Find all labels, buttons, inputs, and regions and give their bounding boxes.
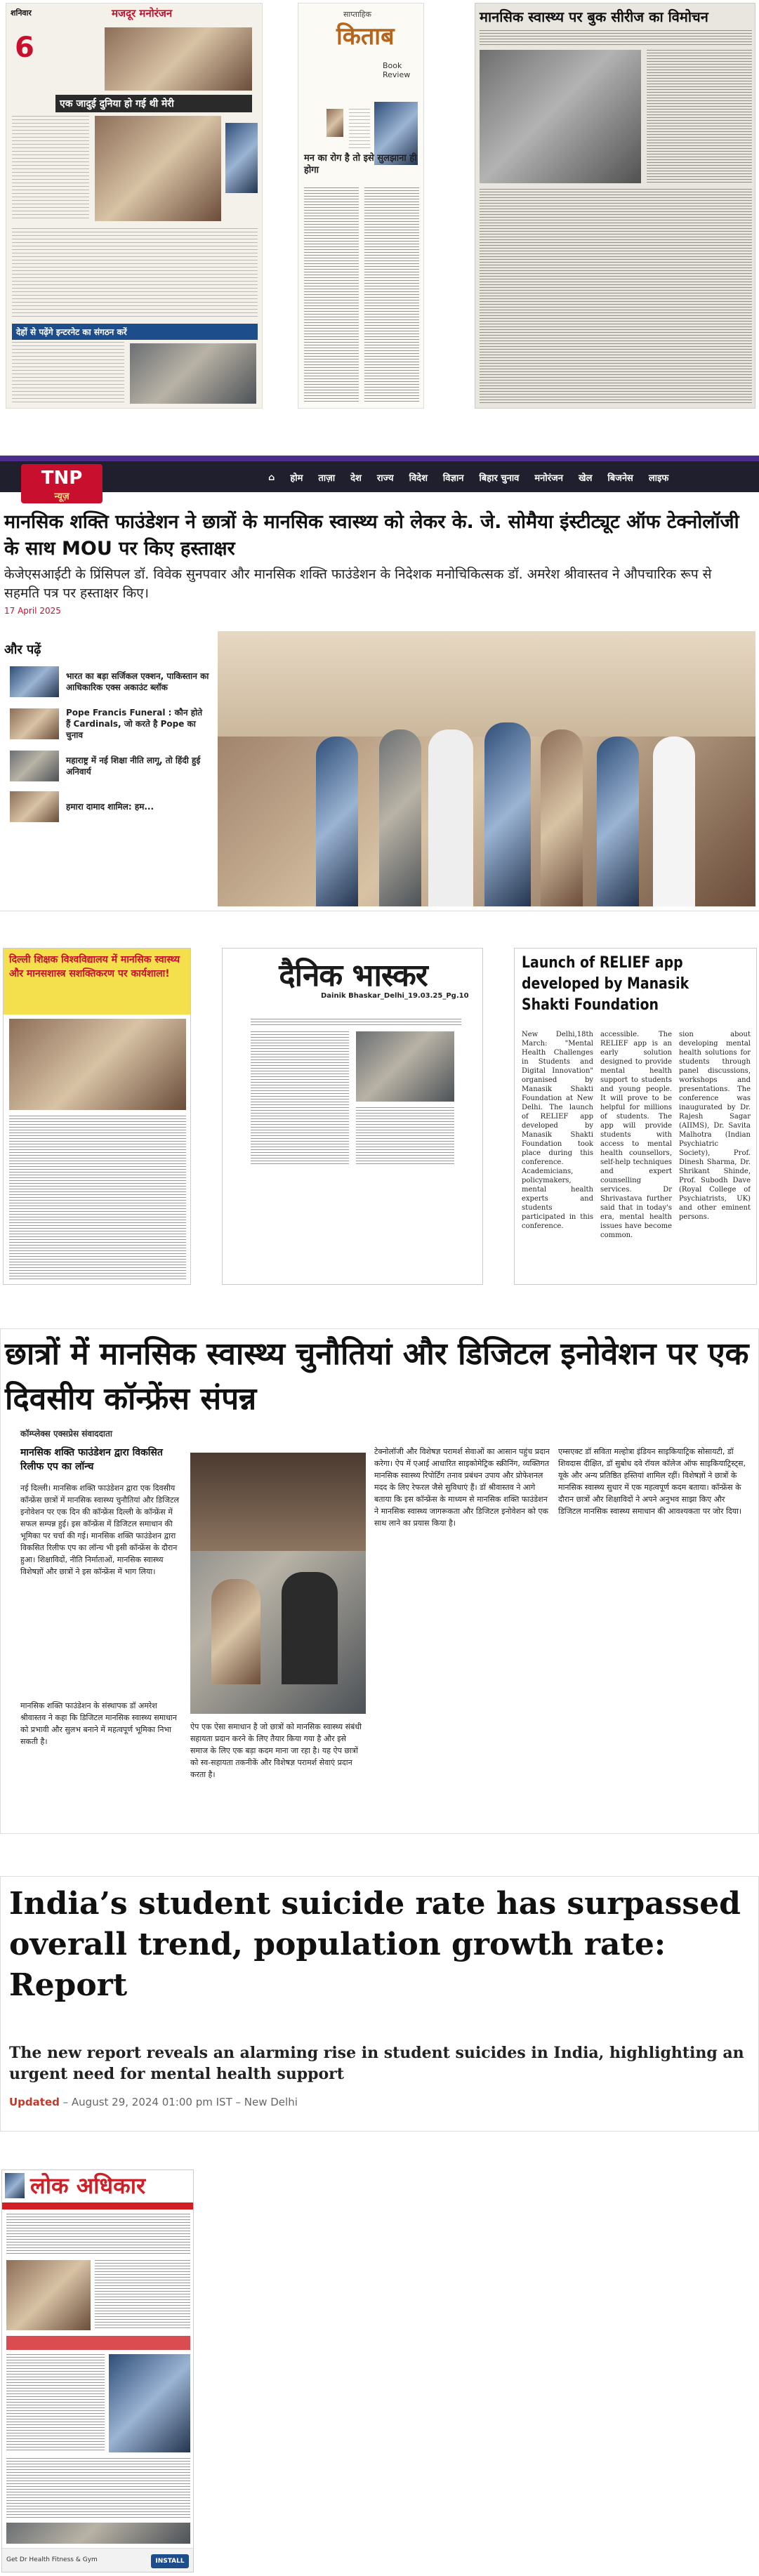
tnp-also-read-heading: और पढ़ें [4,642,41,657]
clip9-masthead: लोक अधिकार [30,2172,146,2199]
clip1-photo-side [225,123,258,193]
tnp-article-photo [218,631,755,906]
clip9-photo-strip [6,2523,190,2544]
tnp-logo-subtext: न्यूज़ [54,491,70,502]
clip4-text-body [9,1116,186,1281]
clip8-subheadline: The new report reveals an alarming rise in student suicides in India, highlighting an urgent need for mental health support [9,2044,744,2083]
clip9-text-body [6,2354,105,2452]
clip1-photo-top [105,27,252,91]
tnp-top-strip [0,456,759,461]
tnp-subheadline: केजेएसआईटी के प्रिंसिपल डॉ. विवेक सुनपवार और मानसिक शक्ति फाउंडेशन के निदेशक मनोचिकित्सक डॉ. अमरेश श्रीवास्तव ने औपचारिक रूप से सहमति पत्र पर हस्ताक्षर किए। [4,567,712,601]
clip1-photo-bottom [130,343,256,404]
related-title: भारत का बड़ा सर्जिकल एक्शन, पाकिस्तान का आधिकारिक एक्स अकाउंट ब्लॉक [66,671,209,692]
clip9-text-bottom [6,2458,190,2518]
nav-item-business[interactable]: बिजनेस [607,473,633,484]
clip7-text-column-1b: मानसिक शक्ति फाउंडेशन के संस्थापक डॉ अमरेश श्रीवास्तव ने कहा कि डिजिटल मानसिक स्वास्थ्य समाधान को प्रभावी और सुलभ बनाने में महत्वपूर्ण भूमिका निभा सकती है। [20,1701,177,1746]
clip1-masthead: मजदूर मनोरंजन [112,7,173,20]
nav-item-home[interactable]: होम [290,473,303,484]
newspaper-clipping-2 [298,3,424,409]
nav-item-state[interactable]: राज्य [376,473,394,484]
tnp-logo[interactable] [21,464,103,503]
clip5-text-column-1 [251,1031,349,1165]
clip7-headline: छात्रों में मानसिक स्वास्थ्य चुनौतियां और डिजिटल इनोवेशन पर एक दिवसीय कॉन्फ्रेंस संपन्न [5,1336,749,1417]
clip6-text-column-2: accessible. The RELIEF app is an early solution designed to provide mental health support to students and young people. It will prove to be helpful for millions of students. The app will provide students with access to mental health counsellors, self-help techniques and expert counselling services. Dr Shrivastava further said that in today's era, mental health issues have become common. [600,1031,672,1239]
clip1-headline: एक जादुई दुनिया हो गई थी मेरी [55,95,252,112]
tnp-logo-text: TNP [41,468,83,489]
clip2-text-column-1 [304,187,359,402]
nav-item-sports[interactable]: खेल [578,473,593,484]
clip2-text-column-2 [364,187,419,402]
clip8-updated-line [9,2096,298,2108]
clip1-bottom-headline: देहों से पढ़ेंगे इन्टरनेट का संगठन करें [12,324,258,340]
tnp-nav-menu [268,471,684,484]
related-title: Pope Francis Funeral : कौन होते हैं Cardinals, जो करते है Pope का चुनाव [66,708,203,740]
clip3-photo [480,50,641,183]
clip9-ad-text: Get Dr Health Fitness & Gym [6,2556,98,2563]
newspaper-clipping-1 [6,3,263,409]
clip1-page-number: 6 [15,32,34,64]
nav-item-lifestyle[interactable]: लाइफ [648,473,669,484]
clip9-ad-banner[interactable] [2,2548,194,2572]
clip3-subheadline-lines [480,30,752,46]
clip2-kicker: साप्ताहिक [343,10,371,19]
nav-item-science[interactable]: विज्ञान [442,473,464,484]
clip6-text-column-1: New Delhi,18th March: "Mental Health Challenges in Students and Digital Innovation" organised by Manasik Shakti Foundation at New Delhi. The launch of RELIEF app developed by Manasik Shakti Foundation took place during this conference. Academicians, policymakers, mental health experts and students participated in this conference. [522,1031,593,1230]
related-item[interactable] [10,707,209,741]
clip5-masthead: दैनिक भास्कर [279,958,428,993]
nav-item-latest[interactable]: ताज़ा [318,473,336,484]
clip8-headline: India’s student suicide rate has surpassed overall trend, population growth rate: Report [9,1886,741,2003]
nav-item-bihar-election[interactable]: बिहार चुनाव [479,473,520,484]
clip1-text-column-1 [12,116,89,221]
newspaper-clipping-3 [475,3,755,409]
clip5-headline-lines [251,1019,461,1026]
clip6-text-column-3: sion about developing mental health solutions for students through panel discussions, workshops and presentations. The conference was inaugurated by Dr. Rajesh Sagar (AIIMS), Dr. Savita Malhotra (Indian Psychiatric Society), Prof. Dinesh Sharma, Dr. Shrikant Shinde, Prof. Subodh Dave (Royal College of Psychiatrists, UK) and other eminent persons. [679,1031,751,1221]
newspaper-clipping-7 [0,1328,759,1834]
tnp-news-article [0,455,759,911]
related-item[interactable] [10,791,209,822]
related-item[interactable] [10,751,209,781]
clip9-red-strip [2,2202,194,2210]
clip7-byline: कॉम्प्लेक्स एक्सप्रेस संवाददाता [20,1429,112,1439]
clip6-headline: Launch of RELIEF app developed by Manasik Shakti Foundation [522,954,689,1014]
newspaper-clipping-5 [222,948,483,1285]
newspaper-clipping-6 [514,948,757,1285]
clip9-text-right [95,2260,190,2330]
clip1-text-bottom [12,342,124,404]
install-button[interactable]: INSTALL [151,2554,189,2568]
clip9-headline-bar [6,2336,190,2350]
tnp-headline: मानसिक शक्ति फाउंडेशन ने छात्रों के मानसिक स्वास्थ्य को लेकर के. जे. सोमैया इंस्टीट्यूट ऑफ टेक्नोलॉजी के साथ MOU पर किए हस्ताक्षर [4,511,739,560]
clip9-photo-2 [109,2354,190,2452]
clip9-photo-1 [6,2260,91,2330]
clip3-headline: मानसिक स्वास्थ्य पर बुक सीरीज का विमोचन [480,8,708,25]
clip2-author-info [349,109,370,151]
clip2-quote: मन का रोग है तो इसे सुलझाना ही होगा [304,153,417,176]
related-thumbnail [10,708,59,739]
related-title: हमारा दामाद शामिल: हम... [66,802,154,812]
newspaper-clipping-lok-adhikar [1,2169,194,2572]
clip7-photo [190,1453,366,1714]
related-thumbnail [10,751,59,781]
home-icon[interactable]: ⌂ [268,472,275,483]
clip3-text-body [480,189,752,404]
clip1-photo-portrait [95,116,221,221]
clip1-text-body [12,228,258,319]
related-title: महाराष्ट्र में नई शिक्षा नीति लागू, तो हिंदी हुई अनिवार्य [66,755,201,777]
newspaper-clipping-4 [3,948,191,1285]
clip9-logo-icon [5,2173,25,2198]
clip2-author-photo [326,109,343,137]
clip7-text-column-3: टेक्नोलॉजी और विशेषज्ञ परामर्श सेवाओं का आसान पहुंच प्रदान करेगा। ऐप में एआई आधारित साइकोमेट्रिक स्क्रीनिंग, व्यक्तिगत मानसिक स्वास्थ्य रिपोर्टिंग तनाव प्रबंधन उपाय और प्रोफेशनल मदद के लिए रेफरल जैसे सुविधाएं हैं। डॉ श्रीवास्तव ने आगे बताया कि इस कॉन्फ्रेंस के माध्यम से मानसिक शक्ति फाउंडेशन ने मानसिक स्वास्थ्य जागरूकता और डिजिटल इनोवेशन को एक साथ लाने का प्रयास किया है। [374,1447,550,1528]
nav-item-entertainment[interactable]: मनोरंजन [534,473,563,484]
clip8-updated-value: – August 29, 2024 01:00 pm IST – New Delhi [62,2096,298,2108]
clip5-caption: Dainik Bhaskar_Delhi_19.03.25_Pg.10 [321,992,469,1000]
clip4-photo [9,1019,186,1110]
clip3-text-right [647,50,752,183]
clip5-photo [356,1031,454,1102]
clip5-text-column-2 [356,1107,454,1165]
clip4-headline: दिल्ली शिक्षक विश्वविद्यालय में मानसिक स्वास्थ्य और मानसशास्त्र सशक्तिकरण पर कार्यशाला! [9,954,180,979]
clip8-updated-label: Updated [9,2096,60,2108]
clip9-text-top [6,2214,190,2256]
nav-item-world[interactable]: विदेश [409,473,428,484]
related-thumbnail [10,666,59,697]
clip7-intro: मानसिक शक्ति फाउंडेशन द्वारा विकसित रिलीफ एप का लॉन्च [20,1447,163,1472]
clip1-date: शनिवार [11,8,32,18]
related-item[interactable] [10,666,209,697]
clip2-title: किताब [336,22,395,51]
news-article-student-suicide [0,1876,759,2132]
nav-item-country[interactable]: देश [350,473,362,484]
clip7-text-column-4: एम्सएक्ट डॉ सविता मल्होत्रा इंडियन साइकियाट्रिक सोसायटी, डॉ शिवदास दीक्षित, डॉ सुबोध दवे रॉयल कॉलेज ऑफ साइकियाट्रिस्ट्स, यूके और अन्य प्रतिष्ठित हस्तियां शामिल रहीं। विशेषज्ञों ने छात्रों के मानसिक स्वास्थ्य सुधार में एक महत्वपूर्ण कदम बताया। कॉन्फ्रेंस के दौरान छात्रों और शिक्षाविदों ने अपने अनुभव साझा किए और डिजिटल मानसिक स्वास्थ्य समाधान की आवश्यकता पर जोर दिया। [558,1447,746,1516]
tnp-date: 17 April 2025 [4,606,61,616]
clip7-text-column-2: ऐप एक ऐसा समाधान है जो छात्रों को मानसिक स्वास्थ्य संबंधी सहायता प्रदान करने के लिए तैयार किया गया है और इसे समाज के लिए एक बड़ा कदम माना जा रहा है। यह ऐप छात्रों को स्व-सहायता तकनीकें और विशेषज्ञ परामर्श सेवाएं प्रदान करता है। [190,1722,362,1779]
clip7-text-column-1: नई दिल्ली। मानसिक शक्ति फाउंडेशन द्वारा एक दिवसीय कॉन्फ्रेंस छात्रों में मानसिक स्वास्थ्य चुनौतियां और डिजिटल इनोवेशन पर एक दिन की कॉन्फ्रेंस दिल्ली के कॉन्फ्रेंस में सफल सम्पन्न हुई। इस कॉन्फ्रेंस में डिजिटल समाधान की भूमिका पर चर्चा की गई। मानसिक शक्ति फाउंडेशन द्वारा विकसित रिलीफ एप का लॉन्च भी इसी कॉन्फ्रेंस के दौरान हुआ। शिक्षाविदों, नीति निर्माताओं, मानसिक स्वास्थ्य विशेषज्ञों और छात्रों ने इस कॉन्फ्रेंस में भाग लिया। [20,1484,179,1576]
clip2-subtitle: Book Review [383,61,411,79]
related-thumbnail [10,791,59,822]
tnp-related-list [10,666,209,832]
